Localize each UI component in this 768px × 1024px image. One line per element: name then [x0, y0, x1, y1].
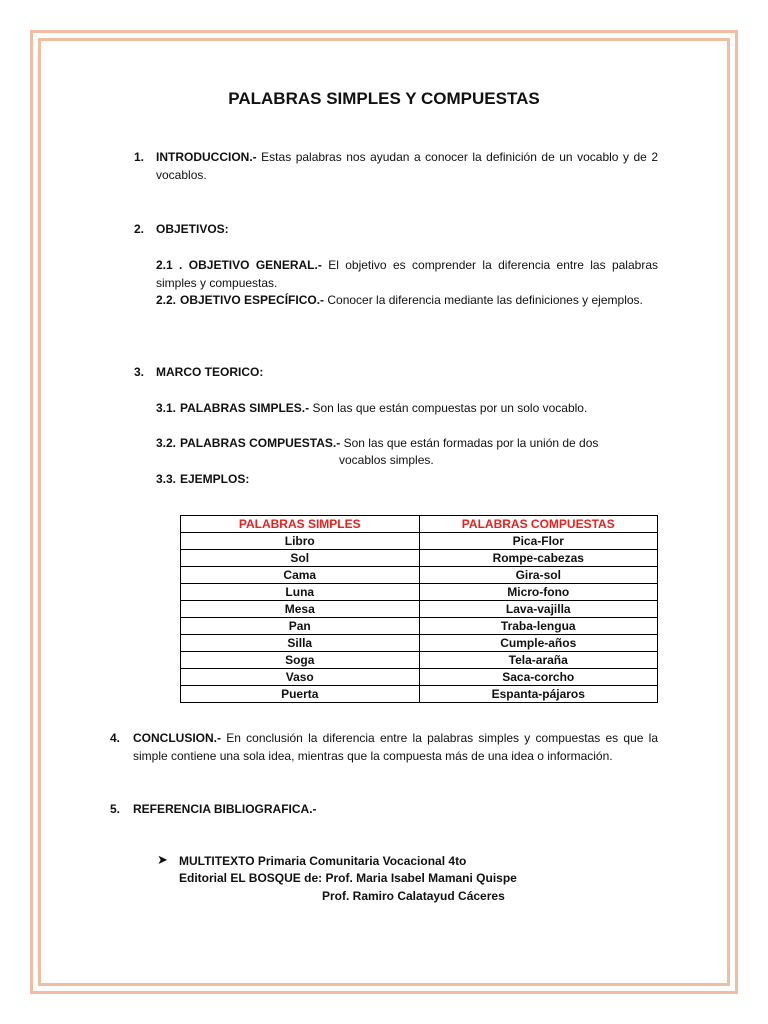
- cell-simple: Puerta: [181, 686, 420, 703]
- table-row: [181, 652, 658, 669]
- bibliography-line3: Prof. Ramiro Calatayud Cáceres: [322, 889, 505, 903]
- marco-number: 3.: [134, 365, 145, 379]
- table-row: [181, 618, 658, 635]
- bibliography-line2: Editorial EL BOSQUE de: Prof. Maria Isabel Mamani Quispe: [179, 871, 517, 885]
- conclusion-number: 4.: [110, 731, 121, 745]
- cell-simple: Libro: [181, 533, 420, 550]
- cell-simple: Sol: [181, 550, 420, 567]
- conclusion-text: En conclusión la diferencia entre la palabras simples y compuestas es que la simple contiene una sola idea, mientras que la compuesta más de una idea o información.: [133, 731, 658, 763]
- marco-heading: MARCO TEORICO:: [156, 365, 264, 379]
- obj-general-paragraph: [156, 257, 658, 292]
- cell-compuesta: Tela-araña: [419, 652, 658, 669]
- table-row: [181, 669, 658, 686]
- obj-general-number: 2.1 .: [156, 258, 183, 272]
- cell-compuesta: Rompe-cabezas: [419, 550, 658, 567]
- intro-text: Estas palabras nos ayudan a conocer la definición de un vocablo y de 2 vocablos.: [156, 150, 658, 182]
- intro-number: 1.: [134, 150, 145, 164]
- header-compuestas: PALABRAS COMPUESTAS: [419, 516, 658, 533]
- cell-compuesta: Gira-sol: [419, 567, 658, 584]
- table-row: [181, 686, 658, 703]
- obj-general-text: El objetivo es comprender la diferencia entre las palabras simples y compuestas.: [156, 258, 658, 290]
- cell-simple: Pan: [181, 618, 420, 635]
- cell-compuesta: Traba-lengua: [419, 618, 658, 635]
- simples-paragraph: [180, 400, 587, 418]
- objetivos-number: 2.: [134, 222, 145, 236]
- obj-especifico-number: 2.2.: [156, 293, 177, 307]
- cell-simple: Mesa: [181, 601, 420, 618]
- table-header-row: [181, 516, 658, 533]
- cell-compuesta: Espanta-pájaros: [419, 686, 658, 703]
- intro-paragraph: [156, 149, 658, 184]
- objetivos-heading: OBJETIVOS:: [156, 222, 229, 236]
- cell-compuesta: Saca-corcho: [419, 669, 658, 686]
- conclusion-paragraph: [133, 730, 658, 765]
- simples-text: Son las que están compuestas por un solo vocablo.: [309, 401, 588, 415]
- compuestas-text-line2: vocablos simples.: [339, 453, 434, 467]
- bibliography-line1: MULTITEXTO Primaria Comunitaria Vocacional 4to: [179, 854, 467, 868]
- compuestas-number: 3.2.: [156, 436, 177, 450]
- cell-compuesta: Lava-vajilla: [419, 601, 658, 618]
- table-row: [181, 635, 658, 652]
- cell-simple: Soga: [181, 652, 420, 669]
- table-row: [181, 550, 658, 567]
- intro-label: INTRODUCCION.-: [156, 150, 257, 164]
- obj-especifico-paragraph: [180, 292, 658, 310]
- obj-especifico-label: OBJETIVO ESPECÍFICO.-: [180, 293, 325, 307]
- table-row: [181, 533, 658, 550]
- cell-simple: Silla: [181, 635, 420, 652]
- simples-label: PALABRAS SIMPLES.-: [180, 401, 310, 415]
- cell-compuesta: Cumple-años: [419, 635, 658, 652]
- compuestas-paragraph: [180, 435, 598, 453]
- page-title: PALABRAS SIMPLES Y COMPUESTAS: [228, 89, 540, 108]
- cell-compuesta: Pica-Flor: [419, 533, 658, 550]
- obj-especifico-text: Conocer la diferencia mediante las definiciones y ejemplos.: [324, 293, 643, 307]
- examples-table: [180, 515, 658, 703]
- ejemplos-number: 3.3.: [156, 472, 177, 486]
- arrow-bullet-icon: ➤: [157, 852, 168, 867]
- ejemplos-heading: EJEMPLOS:: [180, 472, 250, 486]
- referencia-number: 5.: [110, 802, 121, 816]
- conclusion-label: CONCLUSION.-: [133, 731, 221, 745]
- compuestas-text-line1: Son las que están formadas por la unión de dos: [340, 436, 599, 450]
- obj-general-label: OBJETIVO GENERAL.-: [188, 258, 322, 272]
- cell-compuesta: Micro-fono: [419, 584, 658, 601]
- cell-simple: Vaso: [181, 669, 420, 686]
- cell-simple: Cama: [181, 567, 420, 584]
- table-row: [181, 584, 658, 601]
- compuestas-label: PALABRAS COMPUESTAS.-: [180, 436, 341, 450]
- referencia-heading: REFERENCIA BIBLIOGRAFICA.-: [133, 802, 317, 816]
- table-row: [181, 567, 658, 584]
- cell-simple: Luna: [181, 584, 420, 601]
- simples-number: 3.1.: [156, 401, 177, 415]
- table-row: [181, 601, 658, 618]
- header-simples: PALABRAS SIMPLES: [181, 516, 420, 533]
